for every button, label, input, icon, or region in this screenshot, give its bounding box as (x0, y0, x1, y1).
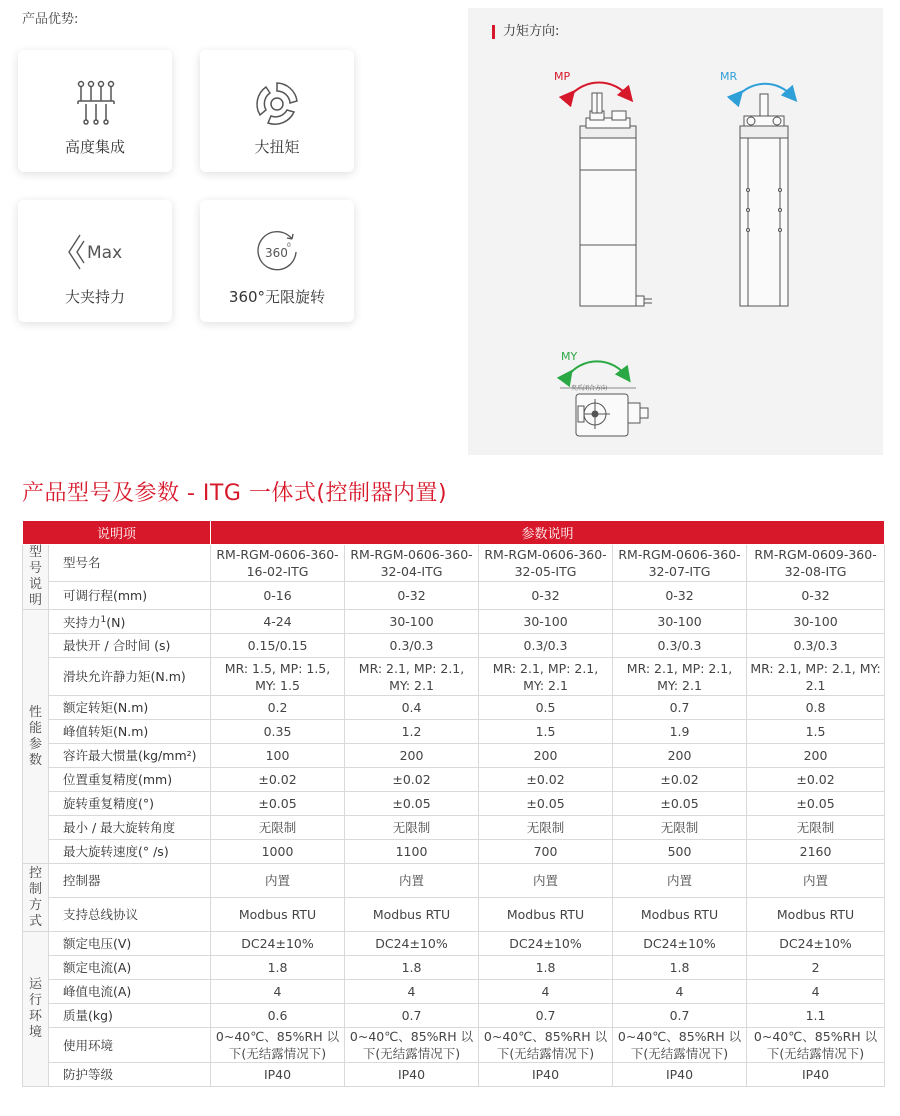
value-cell: 内置 (345, 864, 479, 898)
value-cell: IP40 (211, 1063, 345, 1087)
value-cell: MR: 1.5, MP: 1.5, MY: 1.5 (211, 658, 345, 696)
param-name-cell: 峰值转矩(N.m) (49, 720, 211, 744)
category-cell: 运行环境 (23, 932, 49, 1087)
value-cell: Modbus RTU (211, 898, 345, 932)
table-row (23, 658, 885, 696)
value-cell: 无限制 (747, 816, 885, 840)
value-cell: 200 (345, 744, 479, 768)
value-cell: 0.3/0.3 (479, 634, 613, 658)
torque-icon (253, 78, 301, 126)
table-row (23, 898, 885, 932)
value-cell: 1.5 (479, 720, 613, 744)
value-cell: 内置 (747, 864, 885, 898)
value-cell: 4 (613, 980, 747, 1004)
param-name-cell: 控制器 (49, 864, 211, 898)
value-cell: 100 (211, 744, 345, 768)
value-cell: 0.7 (345, 1004, 479, 1028)
torque-diagram (468, 8, 883, 455)
value-cell: 0~40℃、85%RH 以下(无结露情况下) (345, 1028, 479, 1063)
value-cell: IP40 (613, 1063, 747, 1087)
value-cell: DC24±10% (211, 932, 345, 956)
value-cell: Modbus RTU (479, 898, 613, 932)
value-cell: 0~40℃、85%RH 以下(无结露情况下) (747, 1028, 885, 1063)
mr-moment-view (740, 94, 788, 306)
value-cell: 1.2 (345, 720, 479, 744)
value-cell: 内置 (479, 864, 613, 898)
value-cell: 1.8 (345, 956, 479, 980)
spec-table (22, 520, 885, 1087)
table-row (23, 696, 885, 720)
table-row (23, 768, 885, 792)
my-moment-view (576, 394, 648, 436)
value-cell: 4 (211, 980, 345, 1004)
advantage-label: 高度集成 (64, 138, 125, 156)
rotation-360-icon (253, 228, 301, 276)
table-row (23, 634, 885, 658)
value-cell: 30-100 (479, 610, 613, 634)
value-cell: 0.4 (345, 696, 479, 720)
param-name-cell: 可调行程(mm) (49, 581, 211, 609)
torque-diagram-title: 力矩方向: (492, 25, 559, 39)
value-cell: 30-100 (613, 610, 747, 634)
value-cell: 1.5 (747, 720, 885, 744)
param-name-cell: 支持总线协议 (49, 898, 211, 932)
value-cell: ±0.05 (345, 792, 479, 816)
param-name-cell: 夹持力$^1$(N) (49, 610, 211, 634)
max-grip-icon (65, 228, 125, 276)
value-cell: MR: 2.1, MP: 2.1, MY: 2.1 (479, 658, 613, 696)
table-row (23, 840, 885, 864)
header-params: 参数说明 (211, 521, 885, 545)
value-cell: IP40 (345, 1063, 479, 1087)
value-cell: ±0.05 (479, 792, 613, 816)
value-cell: 2160 (747, 840, 885, 864)
value-cell: 0.35 (211, 720, 345, 744)
value-cell: 0.5 (479, 696, 613, 720)
table-header-row (23, 521, 885, 545)
value-cell: 30-100 (345, 610, 479, 634)
clamp-direction-label: 夹爪闭合方向 (571, 385, 608, 392)
param-name-cell: 旋转重复精度(°) (49, 792, 211, 816)
value-cell: 1.8 (211, 956, 345, 980)
param-name-cell: 滑块允许静力矩(N.m) (49, 658, 211, 696)
value-cell: ±0.02 (747, 768, 885, 792)
value-cell: 0.6 (211, 1004, 345, 1028)
table-row (23, 720, 885, 744)
param-name-cell: 使用环境 (49, 1028, 211, 1063)
value-cell: 0~40℃、85%RH 以下(无结露情况下) (613, 1028, 747, 1063)
value-cell: 1.8 (479, 956, 613, 980)
param-name-cell: 最快开 / 合时间 (s) (49, 634, 211, 658)
value-cell: RM-RGM-0606-360-16-02-ITG (211, 545, 345, 582)
advantage-card-rotation (200, 200, 354, 322)
value-cell: ±0.02 (211, 768, 345, 792)
value-cell: 500 (613, 840, 747, 864)
table-row (23, 1028, 885, 1063)
value-cell: ±0.02 (613, 768, 747, 792)
my-arrow (568, 361, 626, 376)
value-cell: DC24±10% (747, 932, 885, 956)
param-name-cell: 质量(kg) (49, 1004, 211, 1028)
param-name-cell: 最小 / 最大旋转角度 (49, 816, 211, 840)
value-cell: 4 (479, 980, 613, 1004)
advantage-label: 大扭矩 (254, 138, 300, 156)
value-cell: ±0.05 (613, 792, 747, 816)
svg-text:Max: Max (87, 243, 123, 263)
value-cell: DC24±10% (613, 932, 747, 956)
table-row (23, 864, 885, 898)
value-cell: 2 (747, 956, 885, 980)
value-cell: ±0.05 (747, 792, 885, 816)
advantage-card-grip (18, 200, 172, 322)
value-cell: DC24±10% (479, 932, 613, 956)
value-cell: 30-100 (747, 610, 885, 634)
category-cell: 控制方式 (23, 864, 49, 932)
value-cell: 0.7 (613, 1004, 747, 1028)
svg-text:360: 360 (265, 246, 288, 260)
value-cell: Modbus RTU (613, 898, 747, 932)
value-cell: DC24±10% (345, 932, 479, 956)
value-cell: 无限制 (479, 816, 613, 840)
table-row (23, 545, 885, 582)
value-cell: 0-16 (211, 581, 345, 609)
value-cell: 0~40℃、85%RH 以下(无结露情况下) (211, 1028, 345, 1063)
value-cell: MR: 2.1, MP: 2.1, MY: 2.1 (613, 658, 747, 696)
value-cell: RM-RGM-0606-360-32-04-ITG (345, 545, 479, 582)
value-cell: IP40 (479, 1063, 613, 1087)
advantage-card-integration (18, 50, 172, 172)
value-cell: ±0.02 (345, 768, 479, 792)
value-cell: 0-32 (345, 581, 479, 609)
value-cell: 内置 (211, 864, 345, 898)
value-cell: 无限制 (211, 816, 345, 840)
table-row (23, 792, 885, 816)
value-cell: 0~40℃、85%RH 以下(无结露情况下) (479, 1028, 613, 1063)
value-cell: RM-RGM-0606-360-32-05-ITG (479, 545, 613, 582)
value-cell: 0.3/0.3 (613, 634, 747, 658)
value-cell: Modbus RTU (345, 898, 479, 932)
shift-gear-icon (71, 78, 119, 126)
value-cell: MR: 2.1, MP: 2.1, MY: 2.1 (345, 658, 479, 696)
value-cell: 1.8 (613, 956, 747, 980)
value-cell: 内置 (613, 864, 747, 898)
value-cell: 200 (613, 744, 747, 768)
svg-text:0: 0 (287, 242, 291, 249)
value-cell: 4-24 (211, 610, 345, 634)
table-row (23, 610, 885, 634)
value-cell: IP40 (747, 1063, 885, 1087)
mp-label: MP (554, 70, 571, 83)
value-cell: 1100 (345, 840, 479, 864)
mp-moment-view (580, 93, 652, 306)
value-cell: 1000 (211, 840, 345, 864)
table-row (23, 932, 885, 956)
param-name-cell: 防护等级 (49, 1063, 211, 1087)
value-cell: 4 (747, 980, 885, 1004)
param-name-cell: 型号名 (49, 545, 211, 582)
table-row (23, 980, 885, 1004)
param-name-cell: 容许最大惯量(kg/mm²) (49, 744, 211, 768)
value-cell: 700 (479, 840, 613, 864)
param-name-cell: 最大旋转速度(° /s) (49, 840, 211, 864)
table-row (23, 816, 885, 840)
advantage-card-torque (200, 50, 354, 172)
value-cell: ±0.02 (479, 768, 613, 792)
value-cell: MR: 2.1, MP: 2.1, MY: 2.1 (747, 658, 885, 696)
value-cell: 0-32 (613, 581, 747, 609)
value-cell: 200 (479, 744, 613, 768)
param-name-cell: 额定电压(V) (49, 932, 211, 956)
value-cell: Modbus RTU (747, 898, 885, 932)
param-name-cell: 位置重复精度(mm) (49, 768, 211, 792)
value-cell: 200 (747, 744, 885, 768)
section-heading: 产品型号及参数 - ITG 一体式(控制器内置) (22, 481, 448, 506)
table-row (23, 744, 885, 768)
mr-label: MR (720, 70, 738, 83)
category-cell: 性能参数 (23, 610, 49, 864)
advantage-label: 大夹持力 (64, 288, 125, 306)
advantages-label: 产品优势: (22, 12, 79, 27)
table-row (23, 581, 885, 609)
value-cell: 1.9 (613, 720, 747, 744)
value-cell: RM-RGM-0606-360-32-07-ITG (613, 545, 747, 582)
value-cell: 4 (345, 980, 479, 1004)
table-row (23, 1004, 885, 1028)
my-label: MY (561, 350, 578, 363)
category-cell: 型号说明 (23, 545, 49, 610)
table-row (23, 1063, 885, 1087)
table-row (23, 956, 885, 980)
value-cell: 0-32 (479, 581, 613, 609)
value-cell: 1.1 (747, 1004, 885, 1028)
value-cell: 0-32 (747, 581, 885, 609)
header-item: 说明项 (23, 521, 211, 545)
param-name-cell: 额定电流(A) (49, 956, 211, 980)
value-cell: RM-RGM-0609-360-32-08-ITG (747, 545, 885, 582)
value-cell: 0.3/0.3 (345, 634, 479, 658)
value-cell: 0.8 (747, 696, 885, 720)
value-cell: 无限制 (345, 816, 479, 840)
value-cell: ±0.05 (211, 792, 345, 816)
value-cell: 0.15/0.15 (211, 634, 345, 658)
value-cell: 无限制 (613, 816, 747, 840)
param-name-cell: 额定转矩(N.m) (49, 696, 211, 720)
param-name-cell: 峰值电流(A) (49, 980, 211, 1004)
value-cell: 0.7 (479, 1004, 613, 1028)
advantage-label: 360°无限旋转 (228, 288, 326, 306)
value-cell: 0.3/0.3 (747, 634, 885, 658)
value-cell: 0.2 (211, 696, 345, 720)
torque-diagram-panel (468, 8, 883, 455)
value-cell: 0.7 (613, 696, 747, 720)
